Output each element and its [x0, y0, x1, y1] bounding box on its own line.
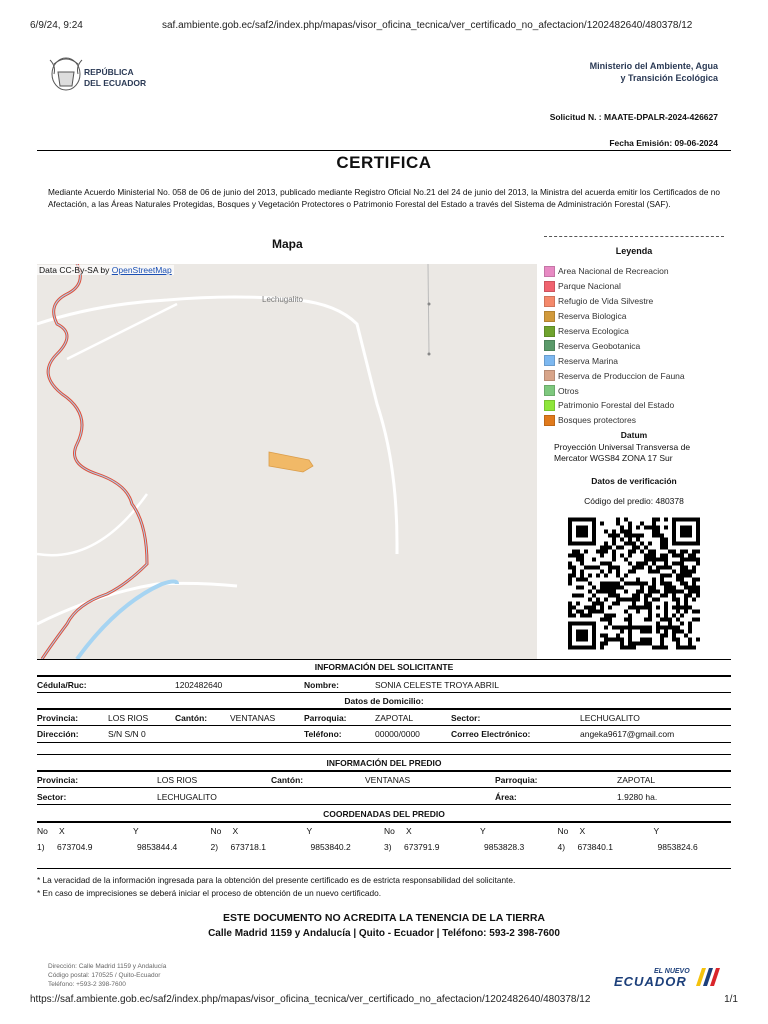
legend-swatch [544, 340, 555, 351]
coord-header-cell: Y [480, 826, 486, 836]
coord-header-cell: No [37, 826, 48, 836]
legend-label: Parque Nacional [558, 281, 621, 292]
legend-swatch [544, 355, 555, 366]
legend-item [544, 324, 734, 339]
brand-logo: EL NUEVO ECUADOR [612, 968, 727, 988]
intro-paragraph: Mediante Acuerdo Ministerial No. 058 de 06 de junio del 2013, publicado mediante Registro Oficial No.21 del 24 de junio del 2013, la Ministra del acuerda emitir los Certificados de no Afectación, a las Áreas Naturales Protegidas, Bosques y Vegetación Protectores o Patrimonio Forestal del Estado a través del Sistema de Administración Forestal (SAF). [48, 187, 720, 209]
section-rule [37, 770, 731, 772]
page-title: CERTIFICA [336, 153, 432, 172]
legend-item [544, 264, 734, 279]
section-rule [37, 821, 731, 823]
coord-header-cell: Y [653, 826, 660, 836]
legend-item [544, 338, 734, 353]
coord-value-cell: 9853824.6 [657, 842, 698, 852]
print-url-top: saf.ambiente.gob.ec/saf2/index.php/mapas/visor_oficina_tecnica/ver_certificado_no_afectacion/1202482640/480378/12 [162, 20, 693, 31]
coord-value-cell: 673704.9 [57, 842, 93, 852]
predio-heading: INFORMACIÓN DEL PREDIO [326, 758, 442, 768]
section-rule [37, 708, 731, 710]
coord-value-cell: 9853844.4 [137, 842, 178, 852]
legend-label: Reserva Marina [558, 355, 618, 366]
legend-item [544, 294, 734, 309]
coord-header-cell: Y [133, 826, 139, 836]
section-rule [37, 754, 731, 755]
print-url-bottom: https://saf.ambiente.gob.ec/saf2/index.php/mapas/visor_oficina_tecnica/ver_certificado_no_afectacion/1202482640/480378/12 [30, 994, 591, 1005]
domicilio-heading: Datos de Domicilio: [344, 696, 424, 706]
legend-swatch [544, 296, 555, 307]
coord-header-cell: X [232, 826, 239, 836]
coord-header-cell: Y [306, 826, 313, 836]
section-rule [37, 868, 731, 869]
legend-item [544, 413, 734, 428]
legend-label: Reserva Biologica [558, 311, 627, 322]
legend-item [544, 279, 734, 294]
map-attribution: Data CC-By-SA by OpenStreetMap [39, 265, 172, 275]
footer-disclaimer: ESTE DOCUMENTO NO ACREDITA LA TENENCIA DE LA TIERRA [222, 912, 545, 924]
legend-swatch [544, 385, 555, 396]
note-2: * En caso de imprecisiones se deberá iniciar el proceso de obtención de un nuevo certificado. [37, 888, 382, 898]
flag-stripes-icon [692, 968, 726, 986]
legend-swatch [544, 281, 555, 292]
logo-text: REPÚBLICA DEL ECUADOR [84, 67, 147, 88]
verification-code: Código del predio: 480378 [584, 496, 684, 506]
coord-value-cell: 9853840.2 [310, 842, 351, 852]
map-place-label: Lechugalito [262, 295, 303, 304]
header-rule [37, 150, 731, 151]
coord-value-cell: 673718.1 [230, 842, 266, 852]
print-datetime: 6/9/24, 9:24 [30, 20, 83, 31]
section-rule [37, 787, 731, 788]
datum-text: Proyección Universal Transversa de Mercator WGS84 ZONA 17 Sur [554, 442, 691, 463]
verification-title: Datos de verificación [591, 476, 677, 486]
coord-value-cell: 9853828.3 [484, 842, 525, 852]
coord-value-cell: 673840.1 [577, 842, 613, 852]
coord-header-cell: No [557, 826, 569, 836]
legend-item [544, 353, 734, 368]
legend-item [544, 398, 734, 413]
footer-small-address: Dirección: Calle Madrid 1159 y Andalucía Código postal: 170525 / Quito-Ecuador Teléfono: +593-2 398-7600 [48, 963, 167, 988]
note-1: * La veracidad de la información ingresada para la obtención del presente certificado es de estricta responsabilidad del solicitante. [37, 875, 516, 885]
map-view[interactable] [37, 264, 537, 659]
section-rule [37, 804, 731, 805]
legend-title: Leyenda [615, 246, 653, 256]
solicitud-number: Solicitud N. : MAATE-DPALR-2024-426627 [549, 112, 718, 122]
coord-value-cell: 2) [210, 842, 219, 852]
section-rule [37, 742, 731, 743]
legend-swatch [544, 370, 555, 381]
legend-label: Refugio de Vida Silvestre [558, 296, 654, 307]
coord-value-cell: 673791.9 [404, 842, 440, 852]
legend-label: Patrimonio Forestal del Estado [558, 400, 675, 411]
map-canvas [37, 264, 537, 659]
legend-divider [544, 236, 724, 237]
legend-swatch [544, 326, 555, 337]
coordenadas-heading: COORDENADAS DEL PREDIO [323, 809, 445, 819]
legend-label: Bosques protectores [558, 415, 636, 426]
section-rule [37, 675, 731, 677]
map-title: Mapa [272, 237, 303, 251]
legend-label: Reserva de Produccion de Fauna [558, 370, 685, 381]
coord-header-cell: X [406, 826, 412, 836]
legend-swatch [544, 266, 555, 277]
solicitante-heading: INFORMACIÓN DEL SOLICITANTE [314, 662, 454, 672]
section-rule [37, 659, 731, 660]
legend-swatch [544, 415, 555, 426]
coord-header-cell: X [59, 826, 65, 836]
qr-code-icon [568, 515, 700, 652]
legend-swatch [544, 400, 555, 411]
legend-item [544, 368, 734, 383]
legend-swatch [544, 311, 555, 322]
legend-label: Area Nacional de Recreacion [558, 266, 669, 277]
osm-link[interactable]: OpenStreetMap [111, 265, 172, 275]
ministry-name: Ministerio del Ambiente, Agua y Transición Ecológica [589, 61, 718, 83]
section-rule [37, 692, 731, 693]
section-rule [37, 725, 731, 726]
coord-header-cell: No [210, 826, 222, 836]
coord-value-cell: 1) [37, 842, 45, 852]
legend-item [544, 383, 734, 398]
coord-value-cell: 4) [557, 842, 566, 852]
legend-list [544, 264, 734, 428]
coord-value-cell: 3) [384, 842, 392, 852]
legend-label: Reserva Ecologica [558, 326, 629, 336]
datum-title: Datum [620, 430, 648, 440]
fecha-emision: Fecha Emisión: 09-06-2024 [609, 138, 718, 148]
legend-label: Reserva Geobotanica [558, 340, 641, 351]
legend-label: Otros [558, 385, 579, 396]
coord-header-cell: X [579, 826, 586, 836]
print-page-number: 1/1 [724, 994, 738, 1005]
footer-address: Calle Madrid 1159 y Andalucía | Quito - Ecuador | Teléfono: 593-2 398-7600 [208, 928, 560, 939]
coord-header-cell: No [384, 826, 395, 836]
legend-item [544, 309, 734, 324]
